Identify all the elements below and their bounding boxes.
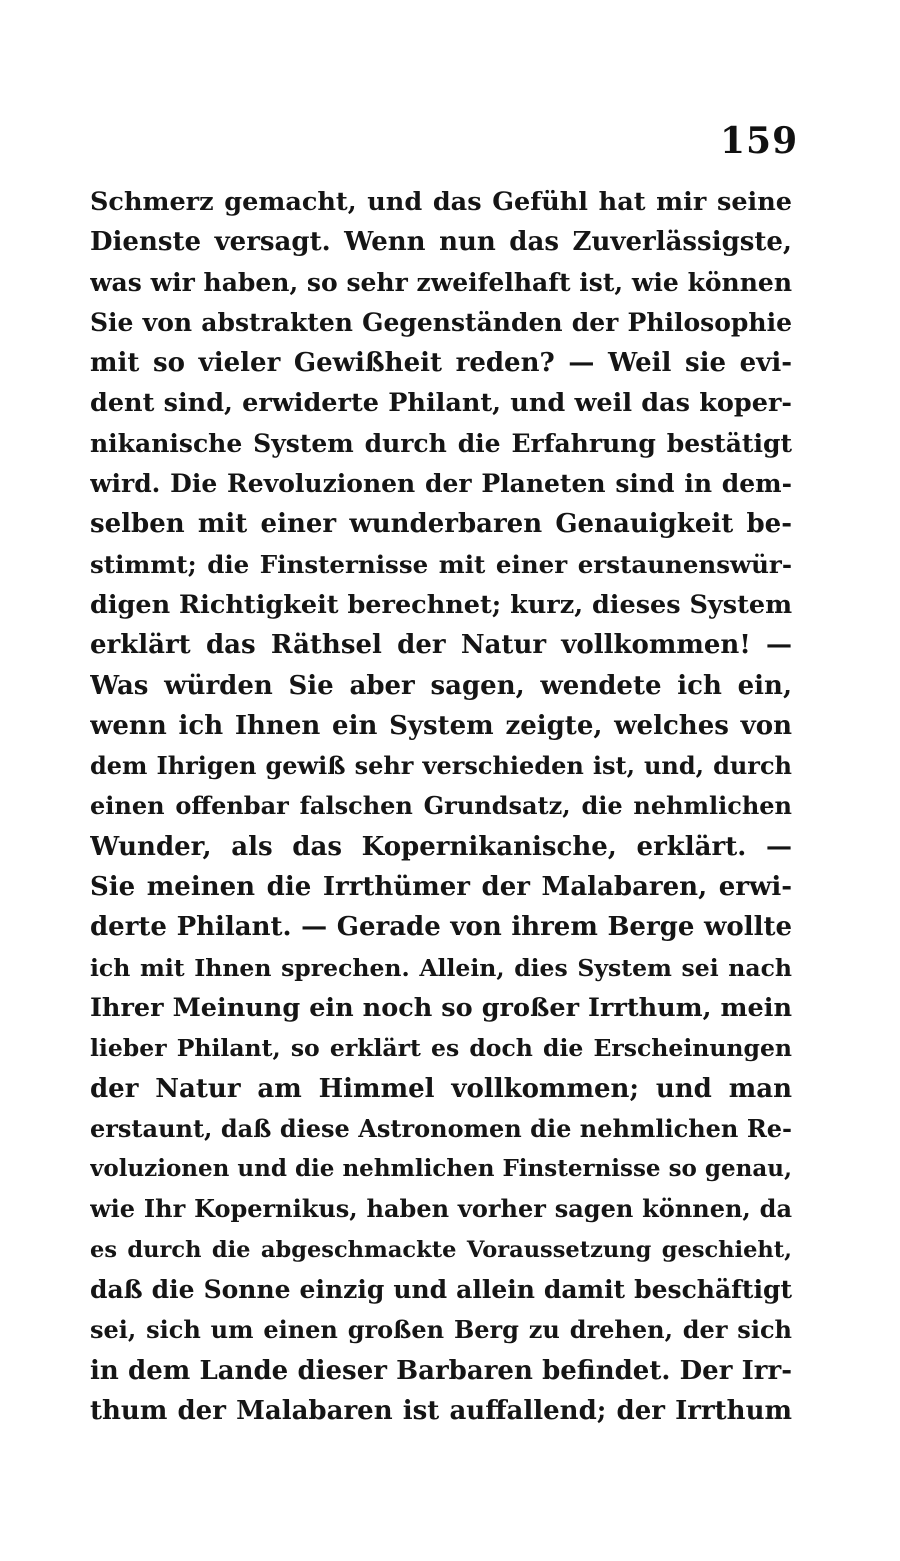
text-line: nikanische System durch die Erfahrung bestätigt [90,428,792,458]
page-number: 159 [720,120,799,162]
text-line: daß die Sonne einzig und allein damit beschäftigt [90,1275,792,1305]
text-line: voluzionen und die nehmlichen Finsternisse so genau, [90,1155,792,1183]
text-line: Wunder, als das Kopernikanische, erklärt. — [90,831,792,862]
text-line: dent sind, erwiderte Philant, und weil das koper- [90,388,792,419]
text-line: digen Richtigkeit berechnet; kurz, dieses System [90,589,792,620]
text-line: erklärt das Räthsel der Natur vollkommen! — [90,630,792,661]
text-line: derte Philant. — Gerade von ihrem Berge wollte [90,912,792,943]
text-line: Dienste versagt. Wenn nun das Zuverlässigste, [90,227,792,258]
text-line: erstaunt, daß diese Astronomen die nehmlichen Re- [90,1113,792,1143]
text-line: wenn ich Ihnen ein System zeigte, welches von [90,710,792,741]
text-line: wie Ihr Kopernikus, haben vorher sagen können, da [90,1194,792,1224]
text-line: was wir haben, so sehr zweifelhaft ist, wie können [90,267,792,297]
text-line: Was würden Sie aber sagen, wendete ich ein, [90,670,792,701]
text-line: lieber Philant, so erklärt es doch die Erscheinungen [90,1034,792,1063]
text-line: Schmerz gemacht, und das Gefühl hat mir seine [90,187,792,217]
text-line: es durch die abgeschmackte Voraussetzung geschieht, [90,1236,792,1263]
text-line: einen offenbar falschen Grundsatz, die nehmlichen [90,791,792,821]
text-line: Sie meinen die Irrthümer der Malabaren, erwi- [90,872,792,903]
text-line: Ihrer Meinung ein noch so großer Irrthum, mein [90,992,792,1023]
text-line: in dem Lande dieser Barbaren befindet. Der Irr- [90,1355,792,1386]
text-line: sei, sich um einen großen Berg zu drehen, der sich [90,1315,792,1345]
text-line: dem Ihrigen gewiß sehr verschieden ist, und, durch [90,751,792,781]
text-line: Sie von abstrakten Gegenständen der Philosophie [90,307,792,337]
text-line: mit so vieler Gewißheit reden? — Weil sie evi- [90,348,792,379]
text-line: stimmt; die Finsternisse mit einer erstaunenswür- [90,549,792,579]
text-line: der Natur am Himmel vollkommen; und man [90,1073,792,1104]
body-text [90,182,792,1431]
text-line: thum der Malabaren ist auffallend; der Irrthum [90,1395,792,1426]
text-line: ich mit Ihnen sprechen. Allein, dies System sei nach [90,953,792,982]
text-line: wird. Die Revoluzionen der Planeten sind in dem- [90,469,792,499]
text-line: selben mit einer wunderbaren Genauigkeit be- [90,509,792,540]
